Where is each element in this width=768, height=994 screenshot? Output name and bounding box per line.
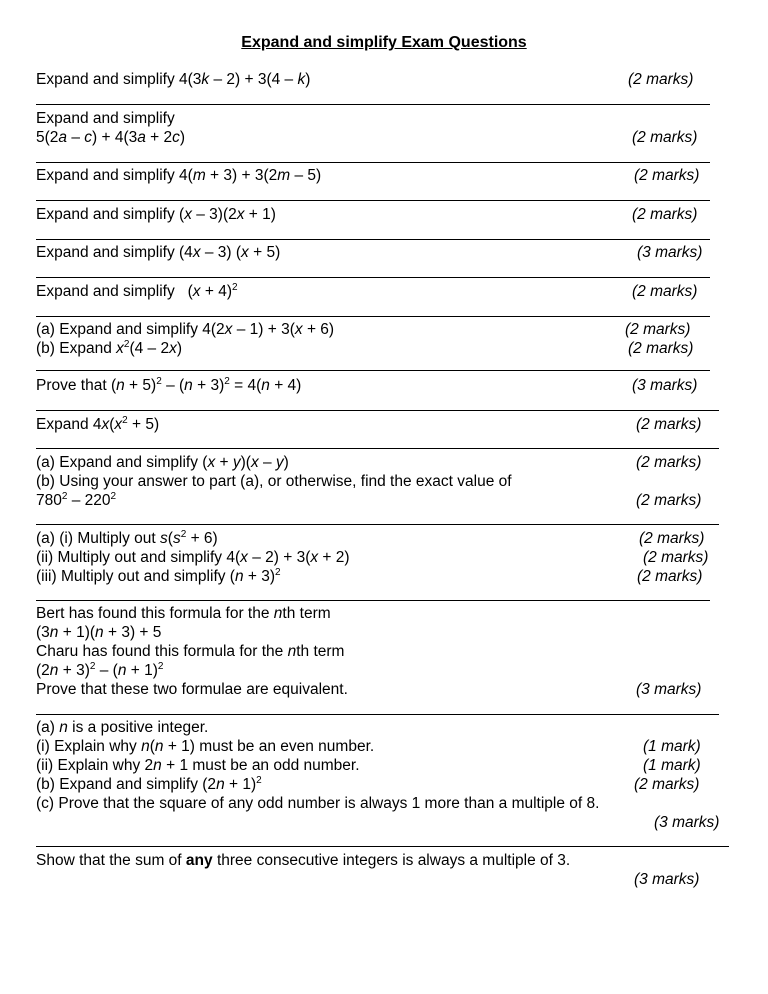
question-11-part-iii: (iii) Multiply out and simplify $(n + 3)^2$ <box>36 567 281 585</box>
divider <box>36 239 710 240</box>
question-13-part-c: (c) Prove that the square of any odd number is always 1 more than a multiple of 8. <box>36 795 600 812</box>
divider <box>36 714 719 715</box>
question-8-marks: (3 marks) <box>632 377 698 394</box>
question-12-marks: (3 marks) <box>636 681 702 698</box>
question-11ii-marks: (2 marks) <box>643 549 709 566</box>
question-2-marks: (2 marks) <box>632 129 698 146</box>
divider <box>36 316 710 317</box>
question-7-part-b: (b) Expand $x^2(4 - 2x)$ <box>36 339 183 357</box>
question-13-part-ii: (ii) Explain why 2n + 1 must be an odd number. <box>36 757 360 774</box>
question-5-marks: (3 marks) <box>637 244 703 261</box>
question-4: Expand and simplify (x – 3)(2x + 1) <box>36 206 276 223</box>
question-13ii-marks: (1 mark) <box>643 757 701 774</box>
question-12-line-3: Charu has found this formula for the nth term <box>36 643 345 660</box>
divider <box>36 104 710 105</box>
question-5: Expand and simplify (4x – 3) (x + 5) <box>36 244 281 261</box>
question-9-marks: (2 marks) <box>636 416 702 433</box>
question-12-line-2: (3n + 1)(n + 3) + 5 <box>36 624 162 641</box>
question-10-part-a: (a) Expand and simplify (x + y)(x – y) <box>36 454 289 471</box>
divider <box>36 448 719 449</box>
question-12-line-5: Prove that these two formulae are equivalent. <box>36 681 348 698</box>
question-14-marks: (3 marks) <box>634 871 700 888</box>
question-11iii-marks: (2 marks) <box>637 568 703 585</box>
question-10-part-b: (b) Using your answer to part (a), or otherwise, find the exact value of <box>36 473 512 490</box>
question-9: Expand $4x(x^2 + 5)$ <box>36 415 160 433</box>
question-1: Expand and simplify 4(3k – 2) + 3(4 – k) <box>36 71 311 88</box>
question-7a-marks: (2 marks) <box>625 321 691 338</box>
question-11i-marks: (2 marks) <box>639 530 705 547</box>
question-3: Expand and simplify 4(m + 3) + 3(2m – 5) <box>36 167 322 184</box>
question-11-part-i: (a) (i) Multiply out $s(s^2 + 6)$ <box>36 529 218 547</box>
divider <box>36 277 710 278</box>
divider <box>36 410 719 411</box>
question-11-part-ii: (ii) Multiply out and simplify 4(x – 2) + 3(x + 2) <box>36 549 350 566</box>
question-6-marks: (2 marks) <box>632 283 698 300</box>
question-13b-marks: (2 marks) <box>634 776 700 793</box>
question-12-line-1: Bert has found this formula for the nth term <box>36 605 331 622</box>
divider <box>36 370 710 371</box>
question-1-marks: (2 marks) <box>628 71 694 88</box>
divider <box>36 600 710 601</box>
question-7-part-a: (a) Expand and simplify 4(2x – 1) + 3(x + 6) <box>36 321 335 338</box>
page-title: Expand and simplify Exam Questions <box>241 34 527 51</box>
question-13-part-i: (i) Explain why n(n + 1) must be an even number. <box>36 738 375 755</box>
question-13-part-b: (b) Expand and simplify $(2n + 1)^2$ <box>36 775 262 793</box>
divider <box>36 162 710 163</box>
divider <box>36 524 719 525</box>
question-12-line-4: $(2n + 3)^2 - (n + 1)^2$ <box>36 661 164 679</box>
question-13i-marks: (1 mark) <box>643 738 701 755</box>
question-13c-marks: (3 marks) <box>654 814 720 831</box>
question-4-marks: (2 marks) <box>632 206 698 223</box>
question-8: Prove that $(n + 5)^2 - (n + 3)^2 = 4(n + 4)$ <box>36 376 302 394</box>
question-14: Show that the sum of any three consecutive integers is always a multiple of 3. <box>36 852 571 869</box>
question-7b-marks: (2 marks) <box>628 340 694 357</box>
question-13-line-1: (a) n is a positive integer. <box>36 719 209 736</box>
question-10b-marks: (2 marks) <box>636 492 702 509</box>
question-3-marks: (2 marks) <box>634 167 700 184</box>
question-6: Expand and simplify $(x + 4)^2$ <box>36 282 238 300</box>
question-2-line-2: 5(2a – c) + 4(3a + 2c) <box>36 129 186 146</box>
question-2-line-1: Expand and simplify <box>36 110 175 127</box>
question-10-part-b-expression: $780^2 - 220^2$ <box>36 491 117 509</box>
divider <box>36 200 710 201</box>
divider <box>36 846 729 847</box>
question-10a-marks: (2 marks) <box>636 454 702 471</box>
